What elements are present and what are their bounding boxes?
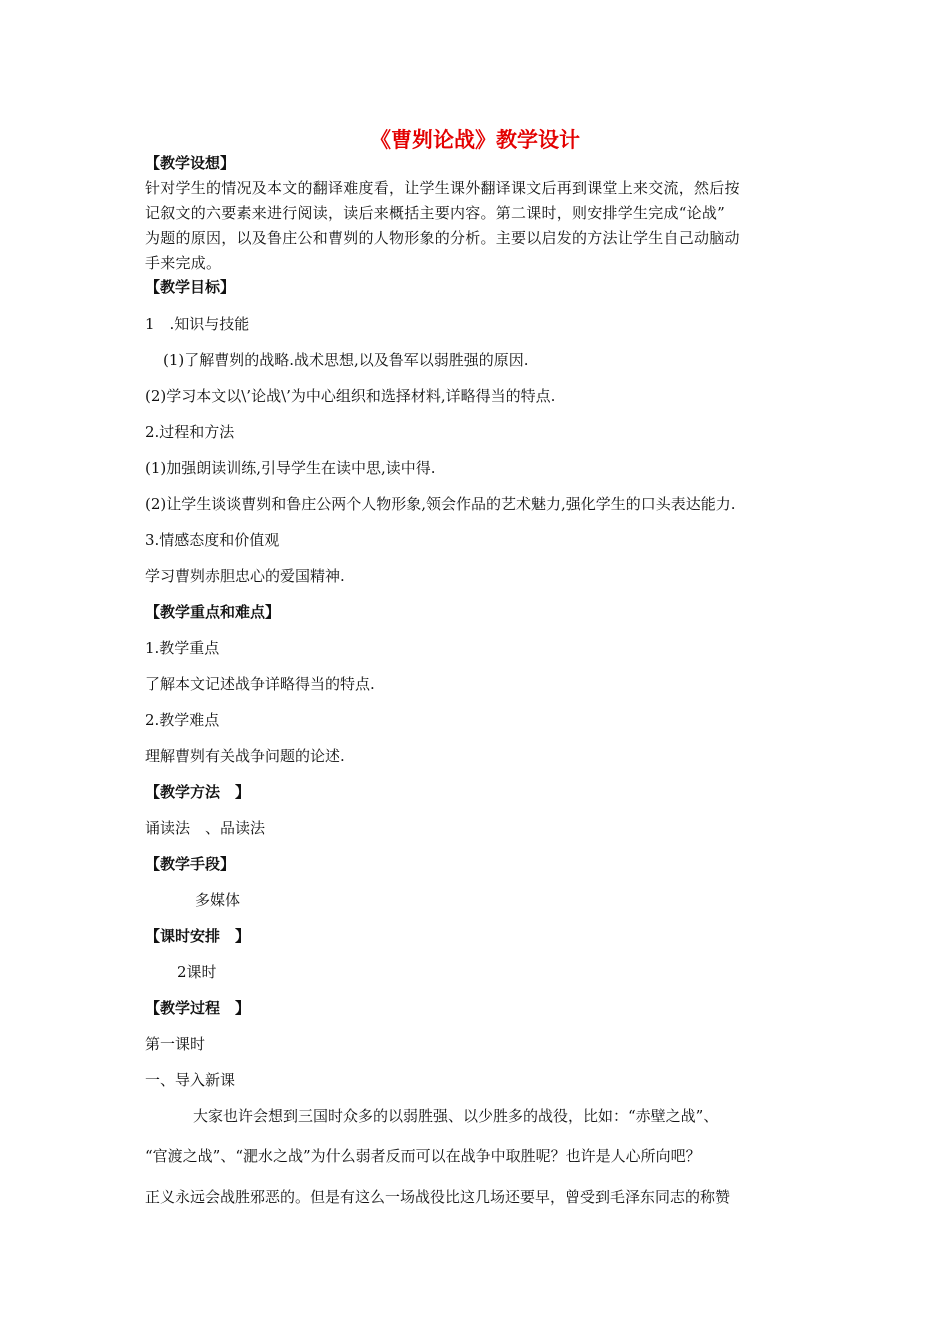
process-paragraph-line: 大家也许会想到三国时众多的以弱胜强、以少胜多的战役，比如：“赤壁之战”、 [193,1107,719,1125]
process-paragraph-line: 正义永远会战胜邪恶的。但是有这么一场战役比这几场还要早，曾受到毛泽东同志的称赞 [145,1188,731,1206]
method-text: 诵读法 、品读法 [145,819,266,837]
goal-item: 1 .知识与技能 [145,315,250,333]
document-title: 《曹刿论战》教学设计 [370,128,580,152]
design-idea-line-3: 为题的原因，以及鲁庄公和曹刿的人物形象的分析。主要以启发的方法让学生自己动脑动 [145,229,740,247]
heading-goals: 【教学目标】 [145,278,236,296]
goal-item: 2.过程和方法 [145,423,235,441]
design-idea-line-1: 针对学生的情况及本文的翻译难度看，让学生课外翻译课文后再到课堂上来交流，然后按 [145,179,740,197]
heading-design-idea: 【教学设想】 [145,154,236,172]
goal-item: (1)了解曹刿的战略.战术思想,以及鲁军以弱胜强的原因. [163,351,529,369]
process-paragraph-line: “官渡之战”、“淝水之战”为什么弱者反而可以在战争中取胜呢？也许是人心所向吧？ [145,1147,701,1165]
process-line: 一、导入新课 [145,1071,236,1089]
schedule-text: 2课时 [177,963,217,981]
heading-process: 【教学过程 】 [145,999,251,1017]
goal-item: (2)学习本文以\’论战\’为中心组织和选择材料,详略得当的特点. [145,387,556,405]
process-line: 第一课时 [145,1035,206,1053]
goal-item: (2)让学生谈谈曹刿和鲁庄公两个人物形象,领会作品的艺术魅力,强化学生的口头表达能力. [145,495,736,513]
heading-key-points: 【教学重点和难点】 [145,603,281,621]
key-point-item: 了解本文记述战争详略得当的特点. [145,675,375,693]
key-point-item: 理解曹刿有关战争问题的论述. [145,747,345,765]
heading-means: 【教学手段】 [145,855,236,873]
goal-item: (1)加强朗读训练,引导学生在读中思,读中得. [145,459,436,477]
goal-item: 3.情感态度和价值观 [145,531,280,549]
heading-method: 【教学方法 】 [145,783,251,801]
heading-schedule: 【课时安排 】 [145,927,251,945]
means-text: 多媒体 [195,891,241,909]
design-idea-line-2: 记叙文的六要素来进行阅读，读后来概括主要内容。第二课时，则安排学生完成“论战” [145,204,726,222]
goal-item: 学习曹刿赤胆忠心的爱国精神. [145,567,345,585]
key-point-item: 2.教学难点 [145,711,220,729]
design-idea-line-4: 手来完成。 [145,254,222,272]
key-point-item: 1.教学重点 [145,639,220,657]
